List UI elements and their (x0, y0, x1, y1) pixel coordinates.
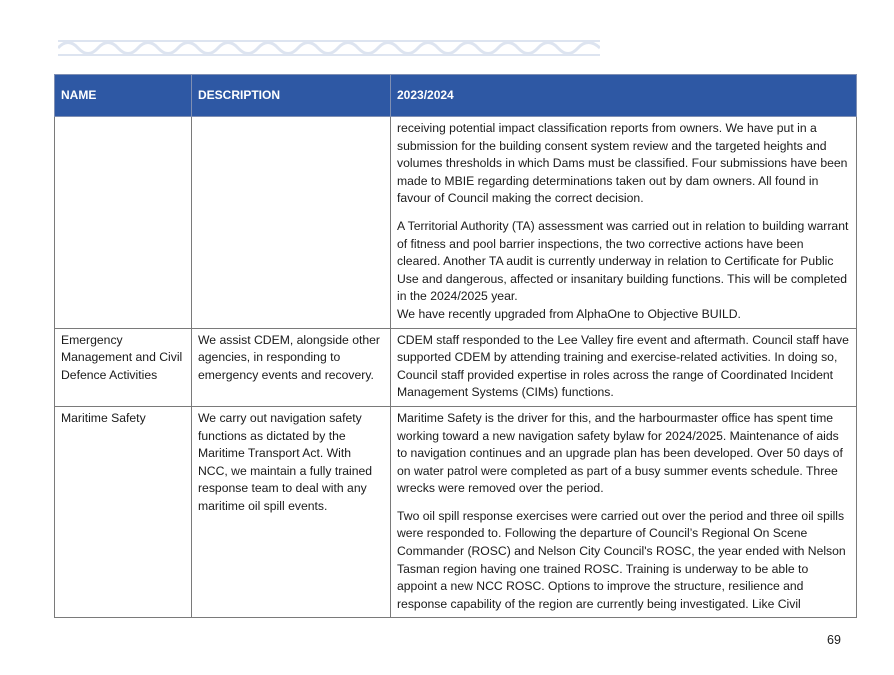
page-number: 69 (827, 633, 841, 647)
details-paragraph: CDEM staff responded to the Lee Valley fire event and aftermath. Council staff have supported CDEM by attending training and exercise-related activities. In doing so, Council staff provided expertise in roles across the range of Coordinated Incident Management Systems (CIMs) functions. (397, 332, 849, 400)
row-name-cell (55, 117, 192, 329)
table-header-row (55, 75, 857, 117)
table-row (55, 117, 857, 329)
header-name: NAME (55, 75, 192, 117)
details-paragraph: We have recently upgraded from AlphaOne to Objective BUILD. (397, 306, 741, 321)
details-paragraph: receiving potential impact classification reports from owners. We have put in a submission for the building consent system review and the targeted heights and volumes thresholds in which Dams must be classified. Four submissions have been made to MBIE regarding determinations taken out by dam owners. All found in favour of Council making the correct decision. (397, 121, 848, 206)
row-description-cell (192, 117, 391, 329)
row-name-cell: Maritime Safety (55, 406, 192, 618)
table-row (55, 406, 857, 618)
row-details-cell (391, 328, 857, 406)
activities-table (54, 74, 857, 618)
table-row (55, 328, 857, 406)
header-description: DESCRIPTION (192, 75, 391, 117)
row-description-cell: We carry out navigation safety functions as dictated by the Maritime Transport Act. With NCC, we maintain a fully trained response team to deal with any maritime oil spill events. (192, 406, 391, 618)
row-details-cell (391, 117, 857, 329)
row-description-cell: We assist CDEM, alongside other agencies, in responding to emergency events and recovery. (192, 328, 391, 406)
decorative-pattern-band (58, 37, 600, 59)
details-paragraph: Two oil spill response exercises were carried out over the period and three oil spills were responded to. Following the departure of Council’s Regional On Scene Commander (ROSC) and Nelson City Council's ROSC, the year ended with Nelson Tasman region having one trained ROSC. Training is underway to be able to appoint a new NCC ROSC. Options to improve the structure, resilience and response capability of the region are currently being investigated. Like Civil (397, 508, 846, 611)
row-name-cell: Emergency Management and Civil Defence Activities (55, 328, 192, 406)
row-details-cell (391, 406, 857, 618)
details-paragraph: A Territorial Authority (TA) assessment was carried out in relation to building warrant of fitness and pool barrier inspections, the two corrective actions have been cleared. Another TA audit is currently underway in relation to Certificate for Public Use and dangerous, affected or insanitary building functions. This will be completed in the 2024/2025 year. (397, 218, 849, 304)
header-year: 2023/2024 (391, 75, 857, 117)
details-paragraph: Maritime Safety is the driver for this, and the harbourmaster office has spent time working toward a new navigation safety bylaw for 2024/2025. Maintenance of aids to navigation continues and an upgrade plan has been developed. Over 50 days of on water patrol were completed as part of a busy summer events schedule. Three wrecks were removed over the period. (397, 410, 843, 496)
